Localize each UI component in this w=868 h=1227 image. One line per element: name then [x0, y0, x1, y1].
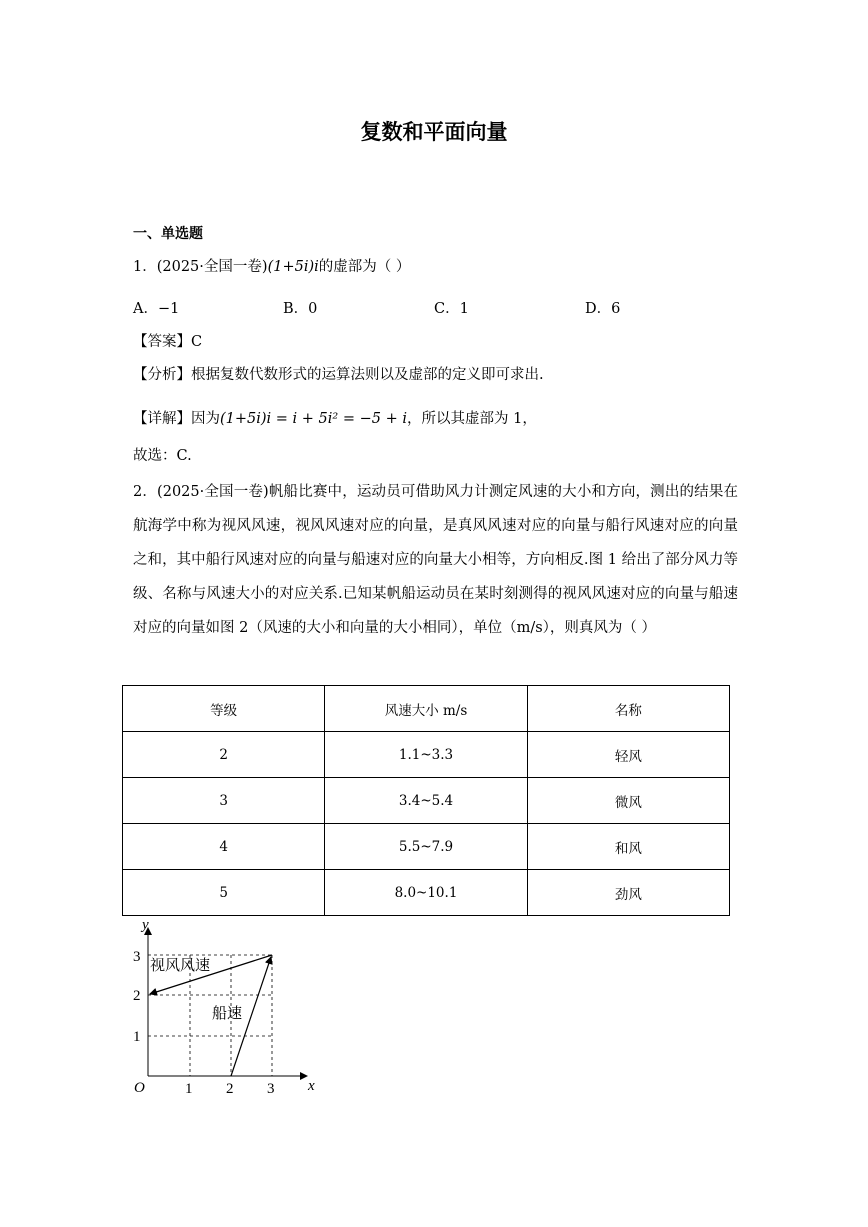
- q1-expression: (1+5i)i: [267, 259, 319, 275]
- table-row: [123, 870, 730, 916]
- table-row: [123, 732, 730, 778]
- boat-speed-label: 船速: [212, 1006, 243, 1022]
- vector-diagram: [125, 918, 325, 1098]
- answer-label: 【答案】: [133, 334, 191, 350]
- q1-stem: [133, 255, 410, 276]
- x-tick-label: 1: [185, 1081, 193, 1097]
- page-title: 复数和平面向量: [360, 119, 508, 144]
- x-tick-label: 3: [267, 1081, 275, 1097]
- q1-option-b: B．0: [283, 301, 318, 317]
- section-heading: 一、单选题: [133, 226, 203, 242]
- y-tick-label: 3: [133, 949, 141, 965]
- x-tick-label: 2: [226, 1081, 234, 1097]
- table-cell: 4: [123, 824, 325, 870]
- answer-value: C: [191, 334, 203, 350]
- q1-option-a: A．−1: [133, 301, 180, 317]
- q1-answer: [133, 330, 202, 351]
- detail-suffix: ，所以其虚部为 1，: [407, 411, 537, 427]
- apparent-wind-label: 视风风速: [150, 958, 211, 974]
- table-header-cell: 风速大小 m/s: [325, 686, 527, 732]
- table-cell: 微风: [527, 778, 729, 824]
- wind-level-table: [122, 685, 730, 916]
- q1-analysis: [133, 363, 544, 384]
- y-tick-label: 1: [133, 1029, 141, 1045]
- table-cell: 1.1~3.3: [325, 732, 527, 778]
- y-tick-label: 2: [133, 988, 141, 1004]
- analysis-text: 根据复数代数形式的运算法则以及虚部的定义即可求出.: [191, 367, 544, 383]
- q1-stem-prefix: 1．(2025·全国一卷): [133, 259, 268, 275]
- y-axis-label: y: [142, 918, 149, 933]
- table-header-row: [123, 686, 730, 732]
- q2-stem: 2．(2025·全国一卷)帆船比赛中，运动员可借助风力计测定风速的大小和方向，测出的结果在航海学中称为视风风速，视风风速对应的向量，是真风风速对应的向量与船行风速对应的向量之和，其中船行风速对应的向量与船速对应的向量大小相等，方向相反.图 1 给出了部分风力等级、名称与风速大小的对应关系.已知某帆船运动员在某时刻测得的视风风速对应的向量与船速对应的向量如图 2（风速的大小和向量的大小相同），单位（m/s），则真风为（ ）: [133, 484, 738, 636]
- table-cell: 劲风: [527, 870, 729, 916]
- q1-conclusion: 故选：C.: [133, 448, 192, 464]
- table-cell: 和风: [527, 824, 729, 870]
- table-header-cell: 名称: [527, 686, 729, 732]
- table-cell: 5.5~7.9: [325, 824, 527, 870]
- table-cell: 8.0~10.1: [325, 870, 527, 916]
- table-row: [123, 778, 730, 824]
- table-cell: 轻风: [527, 732, 729, 778]
- q1-detail: [133, 407, 537, 428]
- q1-option-d: D．6: [585, 301, 621, 317]
- table-row: [123, 824, 730, 870]
- table-cell: 3: [123, 778, 325, 824]
- x-axis-label: x: [308, 1078, 315, 1094]
- q1-option-c: C．1: [434, 301, 469, 317]
- table-header-cell: 等级: [123, 686, 325, 732]
- table-cell: 3.4~5.4: [325, 778, 527, 824]
- table-cell: 5: [123, 870, 325, 916]
- table-cell: 2: [123, 732, 325, 778]
- detail-label: 【详解】: [133, 411, 191, 427]
- origin-label: O: [134, 1080, 145, 1096]
- q1-stem-suffix: 的虚部为（ ）: [318, 259, 411, 275]
- detail-expression: (1+5i)i = i + 5i² = −5 + i: [220, 411, 407, 427]
- detail-prefix: 因为: [191, 411, 220, 427]
- analysis-label: 【分析】: [133, 367, 191, 383]
